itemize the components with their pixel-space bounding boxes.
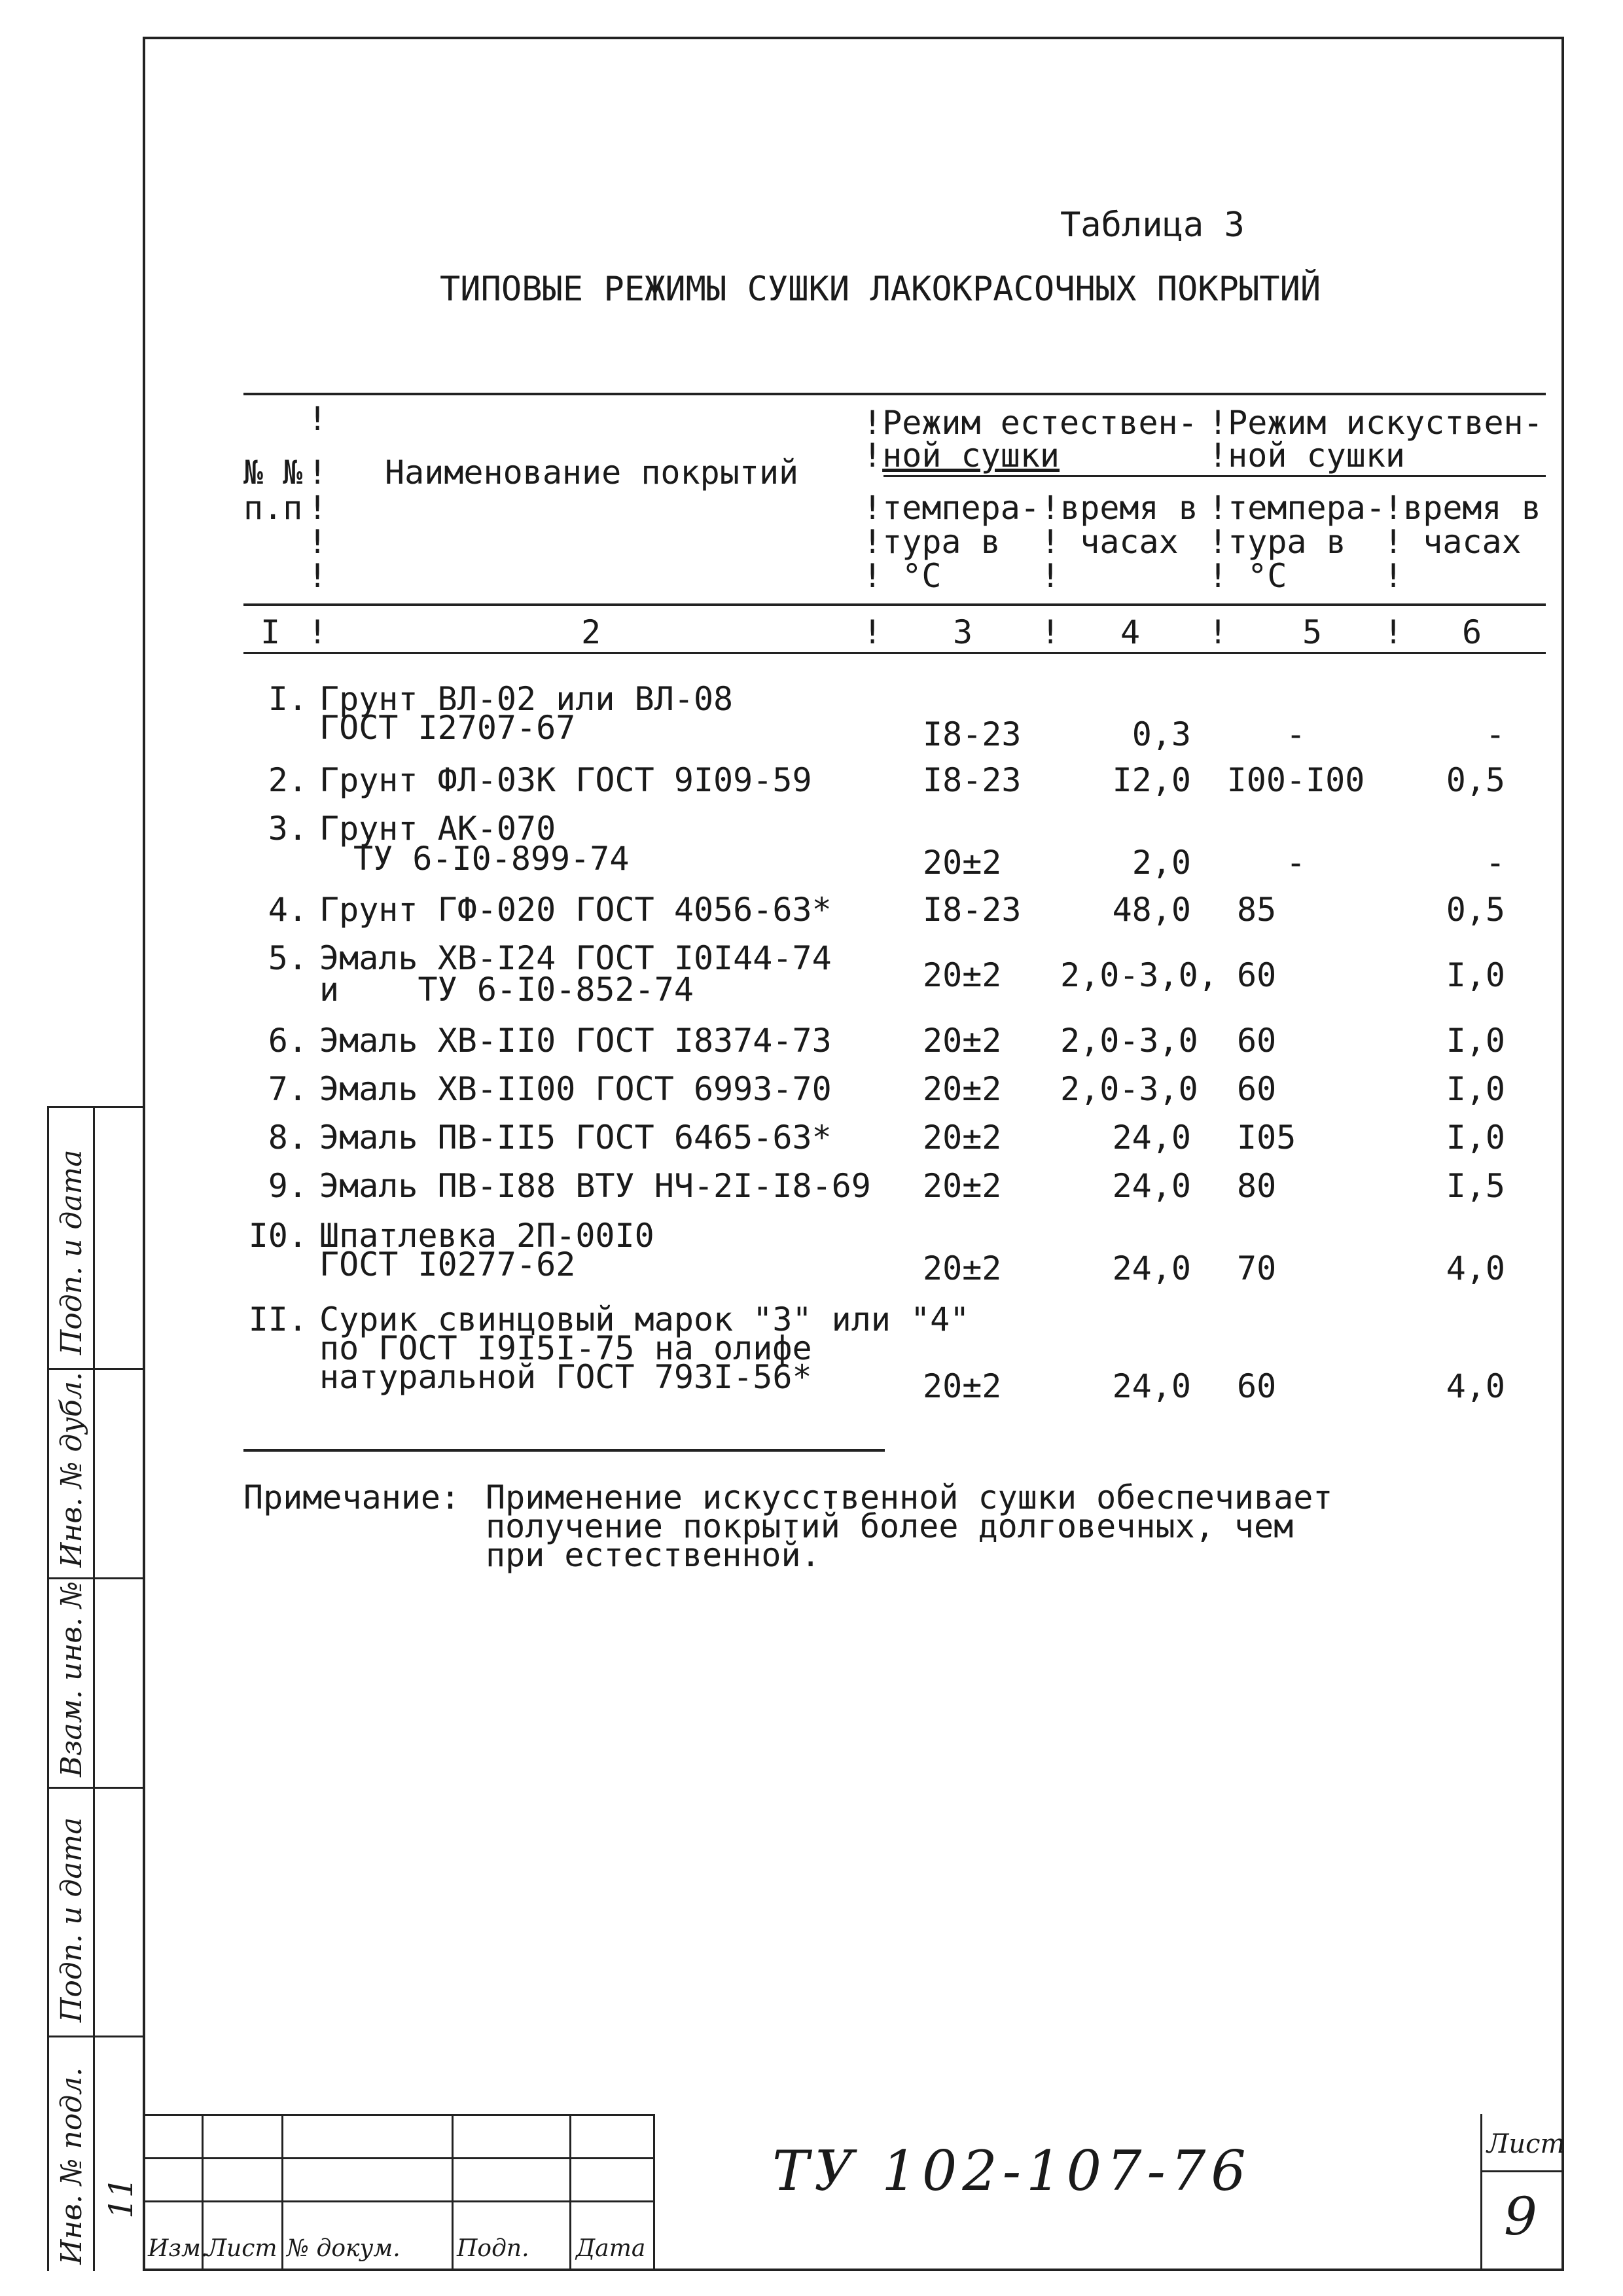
note-line: Применение искусственной сушки обеспечивает [486, 1479, 1333, 1516]
row-num: 6. [268, 1022, 308, 1060]
header-temp-nat-line1: !темпера- [863, 489, 1040, 527]
row-name-line: натуральной ГОСТ 793I-56* [319, 1358, 812, 1396]
header-bang-d: ! [308, 523, 328, 561]
row-name-line: Грунт ФЛ-03К ГОСТ 9I09-59 [319, 761, 812, 799]
row-name-line: Грунт АК-070 [319, 810, 556, 848]
note-label: Примечание: [243, 1479, 461, 1516]
row-t-art: - [1285, 844, 1306, 882]
row-time-nat: 0,3 [1132, 715, 1191, 753]
row-t-art: 60 [1237, 1070, 1277, 1108]
tb-col-doc: № докум. [287, 2235, 401, 2262]
stamp-vzam-inv: Взам. инв. № [55, 1581, 88, 1777]
header-time-art-line1: !время в [1383, 489, 1541, 527]
row-name-line: ГОСТ I0277-62 [319, 1246, 576, 1283]
table-caption: Таблица 3 [1060, 206, 1245, 245]
row-num: 7. [268, 1070, 308, 1108]
colnum-1: I [260, 613, 281, 651]
header-num-line2: п.п [243, 489, 303, 527]
row-name-line: и ТУ 6-I0-852-74 [319, 971, 694, 1009]
row-num: II. [248, 1300, 308, 1338]
header-temp-art-line1: !темпера- [1208, 489, 1385, 527]
row-time-art: 4,0 [1446, 1249, 1505, 1287]
header-time-nat-line1: !время в [1041, 489, 1198, 527]
row-t-nat: I8-23 [923, 891, 1022, 929]
row-time-art: I,5 [1446, 1167, 1505, 1205]
colnum-bang-1: ! [308, 613, 328, 651]
header-natural-line2: !ной сушки [863, 437, 1060, 475]
row-time-nat: I2,0 [1112, 761, 1191, 799]
row-num: 8. [268, 1119, 308, 1157]
side-stamp [47, 1106, 143, 2271]
row-time-nat: 48,0 [1112, 891, 1191, 929]
header-name: Наименование покрытий [385, 454, 799, 492]
row-time-nat: 24,0 [1112, 1249, 1191, 1287]
row-num: 5. [268, 939, 308, 977]
row-time-nat: 2,0 [1132, 844, 1191, 882]
row-time-art: I,0 [1446, 1070, 1505, 1108]
note-line: при естественной. [486, 1536, 821, 1574]
header-temp-art-line2: !тура в [1208, 523, 1346, 561]
header-bang-c: ! [308, 489, 328, 527]
row-t-nat: 20±2 [923, 956, 1002, 994]
stamp-podp-data-2: Подп. и дата [55, 1817, 88, 2022]
row-name-line: Эмаль ХВ-II00 ГОСТ 6993-70 [319, 1070, 832, 1108]
row-num: 3. [268, 810, 308, 848]
stamp-inv-dubl: Инв. № дубл. [55, 1372, 88, 1568]
row-time-art: I,0 [1446, 1119, 1505, 1157]
header-temp-nat-unit: ! °C [863, 557, 942, 595]
tb-col-izm: Изм. [148, 2235, 209, 2262]
row-name-line: Грунт ВЛ-02 или ВЛ-08 [319, 680, 734, 718]
header-artificial-line2: !ной сушки [1208, 437, 1406, 475]
header-temp-art-unit: ! °C [1208, 557, 1287, 595]
stamp-podp-data-1: Подп. и дата [55, 1149, 88, 1355]
row-time-art: I,0 [1446, 956, 1505, 994]
row-t-nat: 20±2 [923, 1249, 1002, 1287]
row-num: I0. [248, 1217, 308, 1255]
header-time-art-line2: ! часах [1383, 523, 1522, 561]
colnum-bang-5: ! [1383, 613, 1404, 651]
row-time-art: - [1485, 715, 1505, 753]
tb-col-list: Лист [207, 2235, 277, 2262]
tb-col-data: Дата [576, 2235, 646, 2262]
row-t-art: 80 [1237, 1167, 1277, 1205]
row-time-nat: 24,0 [1112, 1119, 1191, 1157]
row-num: I. [268, 680, 308, 718]
row-time-nat: 2,0-3,0 [1060, 1070, 1198, 1108]
stamp-inv-podl-value: 11 [102, 2177, 140, 2219]
row-t-art: 70 [1237, 1249, 1277, 1287]
row-t-nat: 20±2 [923, 1119, 1002, 1157]
row-name-line: Шпатлевка 2П-00I0 [319, 1217, 654, 1255]
row-time-art: 0,5 [1446, 761, 1505, 799]
note-line: получение покрытий более долговечных, чем [486, 1507, 1294, 1545]
row-t-nat: 20±2 [923, 844, 1002, 882]
row-t-nat: 20±2 [923, 1022, 1002, 1060]
row-name-line: Грунт ГФ-020 ГОСТ 4056-63* [319, 891, 832, 929]
row-name-line: ГОСТ I2707-67 [319, 709, 576, 747]
row-name-line: Сурик свинцовый марок "3" или "4" [319, 1300, 970, 1338]
colnum-5: 5 [1302, 613, 1323, 651]
row-time-art: 4,0 [1446, 1367, 1505, 1405]
header-bang-a: ! [308, 400, 328, 438]
row-name-line: Эмаль ПВ-I88 ВТУ НЧ-2I-I8-69 [319, 1167, 871, 1205]
row-t-art: 60 [1237, 956, 1277, 994]
row-t-nat: I8-23 [923, 761, 1022, 799]
colnum-6: 6 [1462, 613, 1482, 651]
header-artificial-line1: !Режим искуствен- [1208, 404, 1543, 442]
header-bang-g: ! [1383, 557, 1404, 595]
row-name-line: ТУ 6-I0-899-74 [353, 840, 630, 878]
header-time-nat-line2: ! часах [1041, 523, 1179, 561]
row-t-art: - [1285, 715, 1306, 753]
row-t-nat: 20±2 [923, 1167, 1002, 1205]
row-t-nat: I8-23 [923, 715, 1022, 753]
header-num-line1: № № [243, 454, 303, 492]
row-name-line: Эмаль ХВ-II0 ГОСТ I8374-73 [319, 1022, 832, 1060]
row-t-art: 60 [1237, 1022, 1277, 1060]
row-name-line: по ГОСТ I9I5I-75 на олифе [319, 1329, 812, 1367]
row-num: 9. [268, 1167, 308, 1205]
colnum-4: 4 [1120, 613, 1141, 651]
row-time-art: - [1485, 844, 1505, 882]
colnum-bang-3: ! [1041, 613, 1061, 651]
header-temp-nat-line2: !тура в [863, 523, 1001, 561]
row-t-nat: 20±2 [923, 1070, 1002, 1108]
row-name-line: Эмаль ПВ-II5 ГОСТ 6465-63* [319, 1119, 832, 1157]
row-time-nat: 24,0 [1112, 1167, 1191, 1205]
row-time-nat: 2,0-3,0, [1060, 956, 1218, 994]
row-t-art: I05 [1237, 1119, 1296, 1157]
tb-doc-code: ТУ 102-107-76 [772, 2139, 1251, 2203]
header-natural-line1: !Режим естествен- [863, 404, 1198, 442]
row-time-nat: 24,0 [1112, 1367, 1191, 1405]
row-time-nat: 2,0-3,0 [1060, 1022, 1198, 1060]
row-num: 4. [268, 891, 308, 929]
row-t-art: I00-I00 [1226, 761, 1365, 799]
header-bang-f: ! [1041, 557, 1061, 595]
tb-col-podp: Подп. [457, 2235, 529, 2262]
colnum-bang-4: ! [1208, 613, 1228, 651]
stamp-inv-podl: Инв. № подл. [55, 2067, 88, 2265]
colnum-bang-2: ! [863, 613, 883, 651]
tb-sheet-number: 9 [1504, 2186, 1537, 2247]
row-t-art: 60 [1237, 1367, 1277, 1405]
colnum-3: 3 [953, 613, 973, 651]
table-title: ТИПОВЫЕ РЕЖИМЫ СУШКИ ЛАКОКРАСОЧНЫХ ПОКРЫТИЙ [440, 270, 1321, 309]
table-end-rule [243, 1449, 885, 1452]
row-name-line: Эмаль ХВ-I24 ГОСТ I0I44-74 [319, 939, 832, 977]
row-time-art: 0,5 [1446, 891, 1505, 929]
tb-sheet-label: Лист [1487, 2129, 1565, 2159]
row-time-art: I,0 [1446, 1022, 1505, 1060]
header-bang-b: ! [308, 454, 328, 492]
colnum-2: 2 [581, 613, 601, 651]
row-t-nat: 20±2 [923, 1367, 1002, 1405]
row-num: 2. [268, 761, 308, 799]
row-t-art: 85 [1237, 891, 1277, 929]
header-bang-e: ! [308, 557, 328, 595]
